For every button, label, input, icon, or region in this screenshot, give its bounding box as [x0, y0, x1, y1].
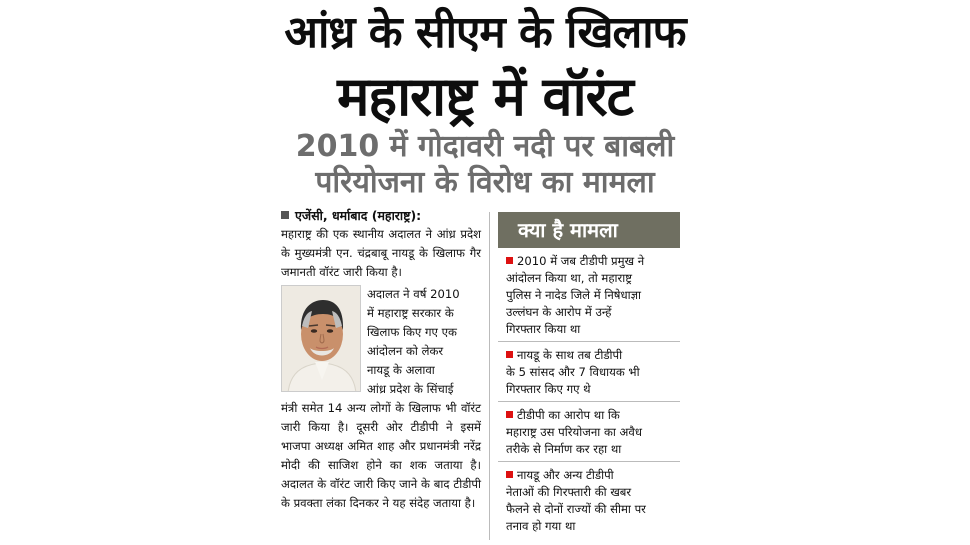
sidebar-bullet [498, 342, 680, 402]
wrapped-line: अदालत ने वर्ष 2010 [367, 287, 460, 301]
bullet-line: गिरफ्तार किए गए थे [506, 382, 591, 396]
red-square-bullet-icon [506, 351, 513, 358]
photo-row [281, 285, 481, 399]
article-column [281, 206, 481, 513]
bullet-text: टीडीपी का आरोप था कि [517, 408, 620, 422]
bullet-line: तरीके से निर्माण कर रहा था [506, 442, 622, 456]
article-body: मंत्री समेत 14 अन्य लोगों के खिलाफ भी वॉरंट जारी किया है। दूसरी ओर टीडीपी ने इसमें भाजपा अध्यक्ष अमित शाह और प्रधानमंत्री नरेंद्र मोदी की साजिश होने का शक जताया है। अदालत के वॉरंट जारी किए जाने के बाद टीडीपी के प्रवक्ता लंका दिनकर ने यह संदेह जताया है। [281, 401, 481, 510]
sidebar-bullet [498, 462, 680, 538]
dateline-text: एजेंसी, धर्माबाद (महाराष्ट्र): [295, 208, 422, 223]
wrapped-line: आंध्र प्रदेश के सिंचाई [367, 382, 454, 396]
sidebar-box [498, 212, 680, 538]
wrapped-text-block [367, 285, 481, 399]
wrapped-line: आंदोलन को लेकर [367, 344, 444, 358]
bullet-line: के 5 सांसद और 7 विधायक भी [506, 365, 640, 379]
bullet-line [506, 407, 680, 424]
bullet-text: नायडू और अन्य टीडीपी [517, 468, 614, 482]
bullet-line: तनाव हो गया था [506, 519, 576, 533]
bullet-line: उल्लंघन के आरोप में उन्हें [506, 305, 612, 319]
subheadline-line-2: परियोजना के विरोध का मामला [315, 165, 655, 200]
wrapped-line: खिलाफ किए गए एक [367, 325, 457, 339]
bullet-line [506, 467, 680, 484]
headline-line-2: महाराष्ट्र में वॉरंट [337, 65, 633, 128]
bullet-line: फैलने से दोनों राज्यों की सीमा पर [506, 502, 646, 516]
subheadline-line-1: 2010 में गोदावरी नदी पर बाबली [295, 129, 675, 164]
bullet-line: गिरफ्तार किया था [506, 322, 581, 336]
bullet-line [506, 347, 680, 364]
square-bullet-icon [281, 211, 289, 219]
bullet-line: पुलिस ने नादेड जिले में निषेधाज्ञा [506, 288, 642, 302]
red-square-bullet-icon [506, 411, 513, 418]
bullet-line [506, 253, 680, 270]
red-square-bullet-icon [506, 471, 513, 478]
bullet-line: नेताओं की गिरफ्तारी की खबर [506, 485, 632, 499]
portrait-photo [281, 285, 361, 392]
bullet-line: महाराष्ट्र उस परियोजना का अवैध [506, 425, 642, 439]
sidebar-bullet [498, 248, 680, 342]
headline-line-1: आंध्र के सीएम के खिलाफ [284, 7, 686, 58]
column-divider [489, 212, 490, 540]
red-square-bullet-icon [506, 257, 513, 264]
wrapped-line: नायडू के अलावा [367, 363, 435, 377]
article-intro: महाराष्ट्र की एक स्थानीय अदालत ने आंध्र प्रदेश के मुख्यमंत्री एन. चंद्रबाबू नायडू के खिलाफ गैर जमानती वॉरंट जारी किया है। [281, 227, 481, 279]
sidebar-bullet [498, 402, 680, 462]
bullet-line: आंदोलन किया था, तो महाराष्ट्र [506, 271, 632, 285]
dateline [281, 206, 481, 225]
person-portrait-icon [282, 286, 361, 392]
wrapped-line: में महाराष्ट्र सरकार के [367, 306, 454, 320]
sidebar-title: क्या है मामला [498, 212, 680, 248]
bullet-text: 2010 में जब टीडीपी प्रमुख ने [517, 254, 645, 268]
bullet-text: नायडू के साथ तब टीडीपी [517, 348, 623, 362]
